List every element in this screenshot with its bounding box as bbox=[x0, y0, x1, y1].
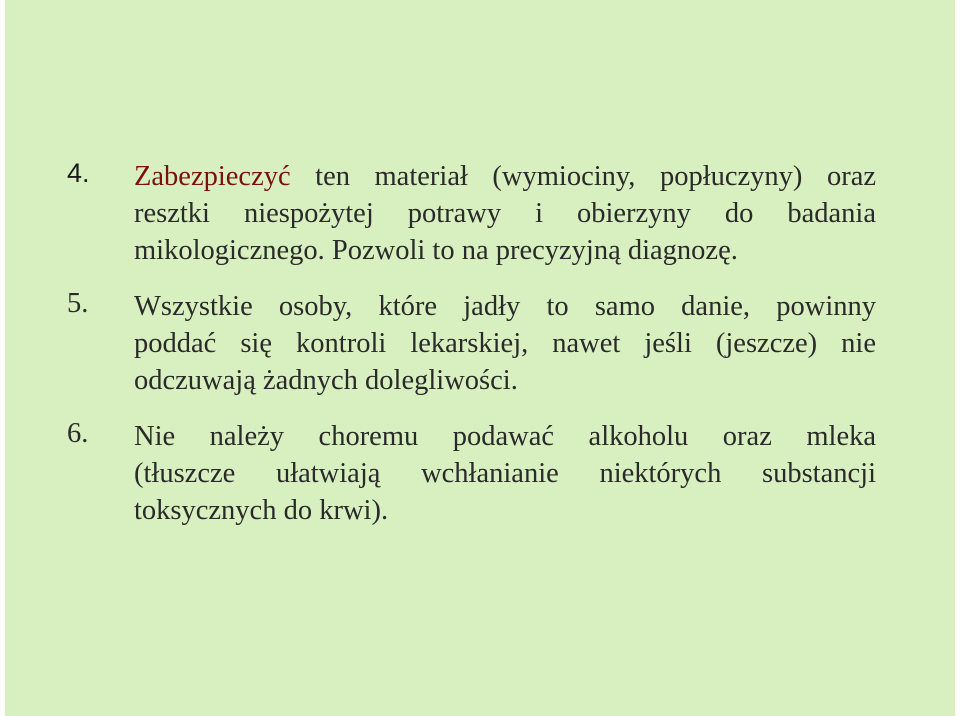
item-line-1-rest: ten materiał (wymiociny, popłuczyny) oraz bbox=[290, 161, 876, 192]
item-text bbox=[134, 418, 876, 529]
item-number: 4. bbox=[67, 158, 90, 188]
item-line-2: (tłuszcze ułatwiają wchłanianie niektórych substancji bbox=[134, 458, 876, 489]
item-line-2: poddać się kontroli lekarskiej, nawet jeśli (jeszcze) nie bbox=[134, 328, 876, 359]
item-text bbox=[134, 158, 876, 269]
item-text bbox=[134, 288, 876, 399]
item-number: 5. bbox=[67, 288, 89, 319]
highlight-keyword: Zabezpieczyć bbox=[134, 161, 291, 192]
item-number: 6. bbox=[67, 418, 89, 449]
item-line-1: Nie należy choremu podawać alkoholu oraz mleka bbox=[134, 421, 876, 452]
item-line-2: resztki niespożytej potrawy i obierzyny do badania bbox=[134, 198, 876, 229]
slide bbox=[5, 0, 955, 716]
item-line-3: mikologicznego. Pozwoli to na precyzyjną diagnozę. bbox=[134, 235, 738, 266]
item-line-1 bbox=[134, 158, 876, 195]
item-line-3: odczuwają żadnych dolegliwości. bbox=[134, 365, 518, 396]
item-line-1: Wszystkie osoby, które jadły to samo danie, powinny bbox=[134, 291, 876, 322]
item-line-3: toksycznych do krwi). bbox=[134, 495, 389, 526]
